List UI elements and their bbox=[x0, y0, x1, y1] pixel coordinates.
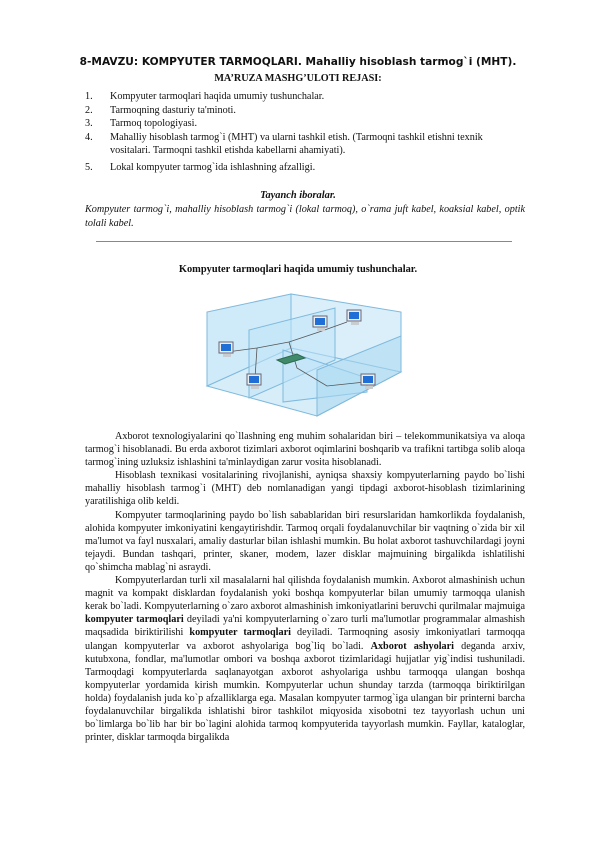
keywords-heading: Tayanch iboralar. bbox=[260, 190, 336, 201]
bold-term: kompyuter tarmoqlari bbox=[189, 627, 291, 639]
paragraph: Kompyuterlardan turli xil masalalarni hal qilishda foydalanish mumkin. Axborot almashinish uchun magnit va kompakt disklardan foydalanish yoki boshqa kompyuterlar bilan umumiy tarmoqqa ulanish kerak bo`ladi. Kompyuterlarning o`zaro axborot almashinish imkoniyatlarini beruvchi qurilmalar majmuiga kompyuter tarmoqlari deyiladi ya'ni kompyuterlarning o`zaro turli ma'lumotlar programmalar almashish maqsadida biriktirilishi kompyuter tarmoqlari deyiladi. Tarmoqning asosiy imkoniyatlari tarmoqqa ulangan kompyuterlar va axborot ashyolariga bog`liq bo`ladi. Axborot ashyolari deganda arxiv, kutubxona, fondlar, ma'lumotlar ombori va boshqa axborot tizimlaridagi hujjatlar yig`indisi tushuniladi. Tarmoqdagi kompyuterlarda saqlanayotgan axborot ashyolariga ushbu tarmoqqa ulangan boshqa kompyuterlar yordamida kirish mumkin. Kompyuterlar uchun shunday tarzda (tarmoqqa biriktirilgan holda) foydalanish juda ko`p afzalliklarga ega. Masalan kompyuter tarmog`iga ulangan bir printerni barcha foydalanuvchilar birgalikda ishlatishi biror tashkilot miqyosida xisobotni tez tayyorlash uchun uni bo`limlarga bo`lib har bir bo`lagini alohida tarmoq kompyuterida tayyorlash mumkin. Fayllar, kataloglar, printer, disklar tarmoqda birgalikda bbox=[85, 575, 526, 744]
divider bbox=[96, 241, 512, 242]
paragraph: Kompyuter tarmoqlarining paydo bo`lish sabablaridan biri resurslaridan hamkorlikda foydalanish, alohida kompyuter imkoniyatini kengaytirishdir. Tarmoq orqali foydalanuvchilar bir vaqtning o`zida bir xil ma'lumot va fayl nusxalari, amaliy dasturlar bilan ishlashi mumkin. Bu holat axborot tashuvchilardagi joyni tejaydi. Bundan tashqari, printer, skaner, modem, lazer disklar majmuining birgalikda ishlatilishi qo`shimcha mablag`ni asraydi. bbox=[85, 509, 525, 573]
bold-term: Axborot ashyolari bbox=[370, 640, 454, 652]
lecture-plan-list bbox=[85, 90, 525, 175]
section-title: Kompyuter tarmoqlari haqida umumiy tushunchalar. bbox=[178, 264, 418, 275]
paragraph: Hisoblash texnikasi vositalarining rivojlanishi, ayniqsa shaxsiy kompyuterlarning paydo bo`lishi mahalliy hisoblash tarmog`i (MHT) deb nomlanadigan yangi tipdagi axborot-hisoblash tizimlarining yaratilishiga olib keldi. bbox=[85, 470, 525, 508]
paragraph: Axborot texnologiyalarini qo`llashning eng muhim sohalaridan biri – telekommunikatsiya va aloqa tarmog`i hisoblanadi. Bu erda axborot tizimlari axborot oqimlarini boshqarib va trafikni tartibga solib aloqa tarmog`ining uzluksiz ishlashini ta'minlaydigan zarur vosita hisoblanadi. bbox=[85, 431, 525, 469]
plan-item: 4. Mahalliy hisoblash tarmog`i (MHT) va ularni tashkil etish. (Tarmoqni tashkil etishni texnik vositalari. Tarmoqni tashkil etishda kabellarni ahamiyati). bbox=[85, 131, 483, 157]
body-text bbox=[85, 430, 525, 744]
plan-item: 1. Kompyuter tarmoqlari haqida umumiy tushunchalar. bbox=[85, 91, 325, 102]
network-illustration bbox=[197, 290, 409, 420]
lecture-title: 8-MAVZU: KOMPYUTER TARMOQLARI. Mahalliy hisoblash tarmog`i (MHT). bbox=[79, 56, 517, 68]
plan-item: 5. Lokal kompyuter tarmog`ida ishlashning afzalligi. bbox=[85, 161, 316, 173]
plan-heading: MA’RUZA MASHG’ULOTI REJASI: bbox=[214, 73, 382, 84]
plan-item: 3. Tarmoq topologiyasi. bbox=[85, 118, 198, 130]
computer-network-illustration-icon bbox=[197, 290, 409, 420]
bold-term: kompyuter tarmoqlari bbox=[85, 614, 184, 626]
plan-item: 2. Tarmoqning dasturiy ta'minoti. bbox=[85, 104, 236, 116]
keywords-text: Kompyuter tarmog`i, mahalliy hisoblash tarmog`i (lokal tarmoq), o`rama juft kabel, koaksial kabel, optik tolali kabel. bbox=[85, 204, 525, 229]
